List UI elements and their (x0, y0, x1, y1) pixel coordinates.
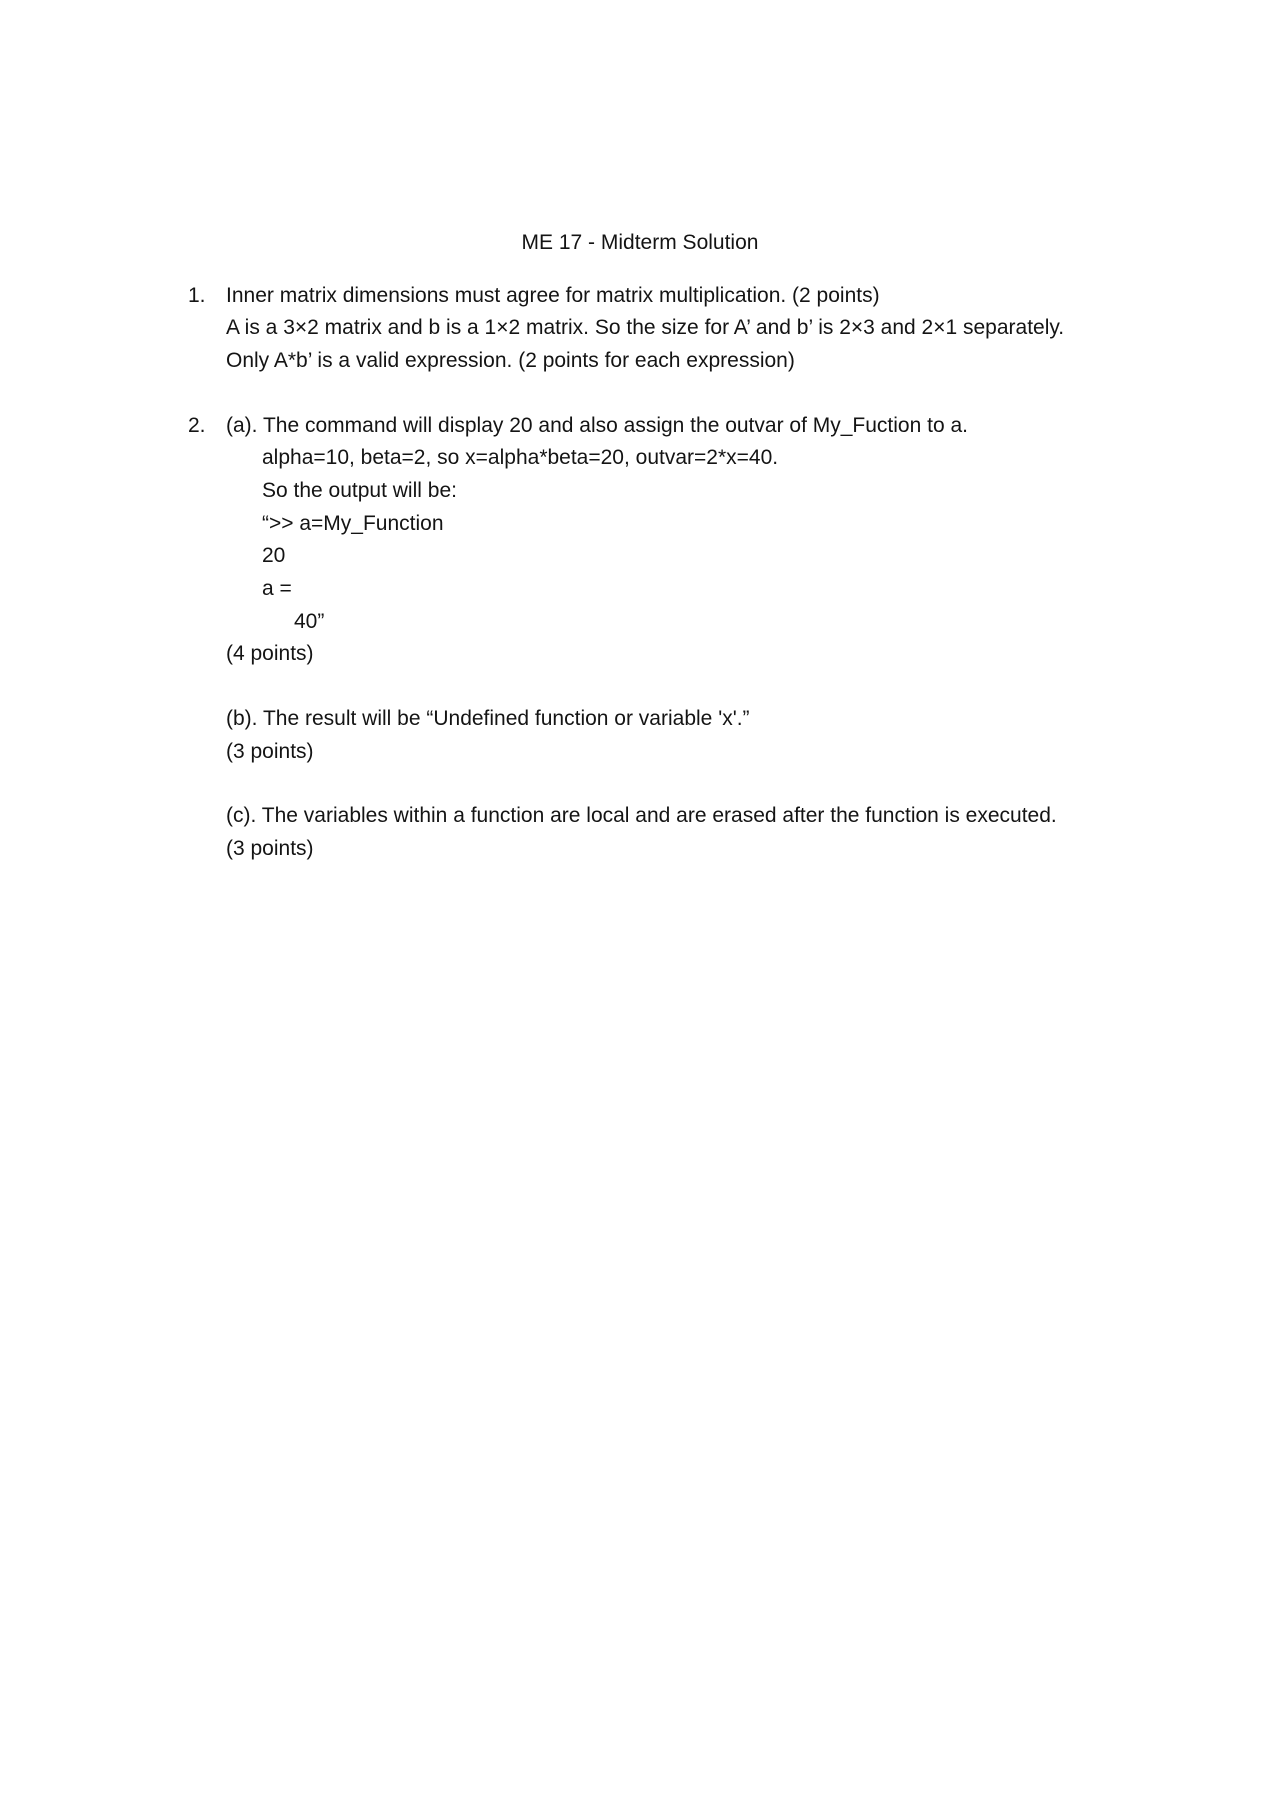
question-2a-detail: So the output will be: (262, 479, 457, 502)
question-1-line-1: Inner matrix dimensions must agree for matrix multiplication. (2 points) (226, 284, 880, 307)
question-1-line-2: A is a 3×2 matrix and b is a 1×2 matrix. So the size for A’ and b’ is 2×3 and 2×1 separately. (226, 316, 1065, 339)
question-2-number: 2. (188, 414, 206, 437)
question-2b-text: (b). The result will be “Undefined function or variable 'x'.” (226, 707, 750, 730)
question-1-line-3: Only A*b’ is a valid expression. (2 points for each expression) (226, 349, 795, 372)
question-2a-result: 40” (294, 610, 325, 633)
page-title: ME 17 - Midterm Solution (521, 231, 759, 254)
question-2c-text: (c). The variables within a function are local and are erased after the function is executed. (226, 804, 1057, 827)
question-2a-lead: (a). The command will display 20 and also assign the outvar of My_Fuction to a. (226, 414, 968, 437)
question-2a-points: (4 points) (226, 642, 314, 665)
question-2c-points: (3 points) (226, 837, 314, 860)
question-2a-detail: 20 (262, 544, 286, 567)
question-2b-points: (3 points) (226, 740, 314, 763)
question-2a-detail: a = (262, 577, 292, 600)
question-1-number: 1. (188, 284, 206, 307)
question-2a-detail: alpha=10, beta=2, so x=alpha*beta=20, outvar=2*x=40. (262, 446, 779, 469)
question-2a-detail: “>> a=My_Function (262, 512, 444, 535)
